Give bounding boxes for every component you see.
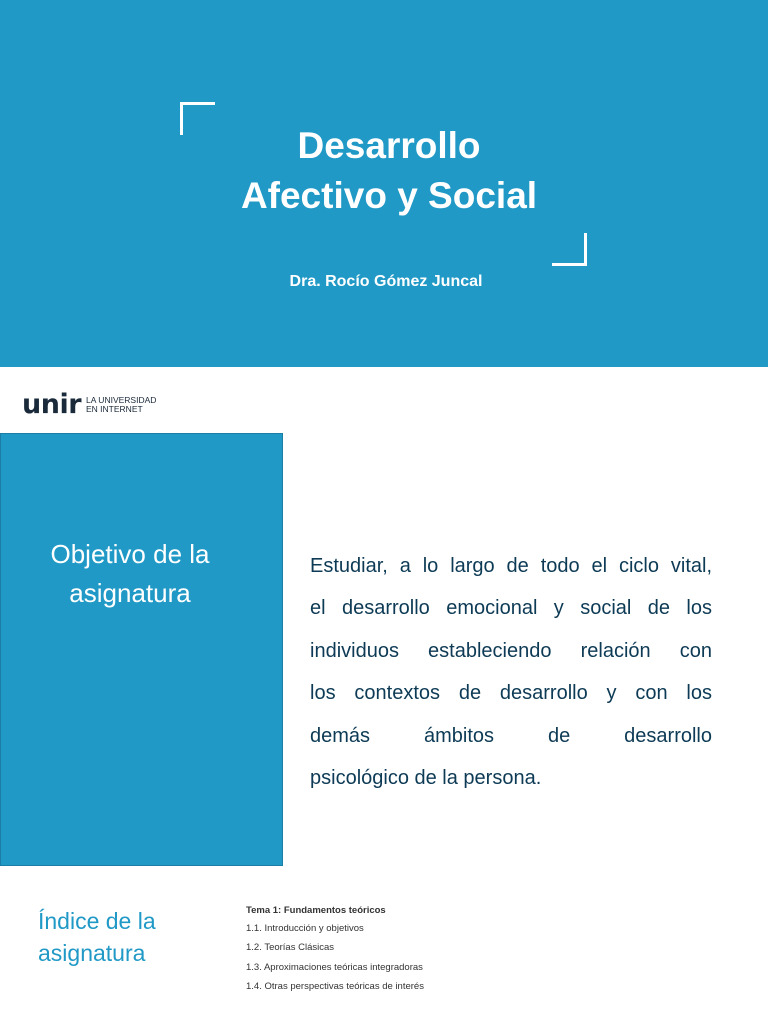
- list-item: 1.4. Otras perspectivas teóricas de interés: [246, 980, 424, 992]
- unir-logo: [22, 390, 156, 420]
- logo-tagline-line1: LA UNIVERSIDAD: [86, 394, 157, 405]
- objective-line: individuos estableciendo relación con: [310, 639, 712, 662]
- objective-text: [310, 545, 712, 799]
- objective-heading-line2: asignatura: [69, 578, 191, 608]
- list-item: 1.2. Teorías Clásicas: [246, 942, 335, 954]
- author-name: Dra. Rocío Gómez Juncal: [289, 273, 483, 290]
- objective-line: el desarrollo emocional y social de los: [310, 597, 712, 620]
- topic-heading: Tema 1: Fundamentos teóricos: [246, 905, 386, 916]
- objective-heading: [0, 535, 260, 613]
- objective-line: los contextos de desarrollo y con los: [310, 682, 712, 705]
- list-item: 1.1. Introducción y objetivos: [246, 923, 364, 934]
- corner-bracket-bottom-right: [552, 233, 587, 266]
- index-heading-line1: Índice de la: [38, 908, 156, 934]
- objective-line: demás ámbitos de desarrollo: [310, 724, 712, 747]
- index-heading-line2: asignatura: [38, 940, 146, 966]
- objective-heading-line1: Objetivo de la: [50, 539, 210, 569]
- logo-tagline: [86, 396, 156, 415]
- objective-panel: [0, 433, 283, 866]
- index-heading: [38, 905, 156, 969]
- list-item: 1.3. Aproximaciones teóricas integradoras: [246, 961, 423, 973]
- title-slide: [0, 0, 768, 367]
- index-list: [246, 903, 646, 996]
- logo-wordmark: unir: [22, 389, 82, 420]
- objective-line: Estudiar, a lo largo de todo el ciclo vital,: [310, 555, 712, 577]
- objective-line: psicológico de la persona.: [310, 767, 542, 790]
- slide-title-line1: Desarrollo: [297, 125, 481, 166]
- logo-tagline-line2: EN INTERNET: [86, 404, 143, 414]
- slide-title-line2: Afectivo y Social: [240, 175, 538, 216]
